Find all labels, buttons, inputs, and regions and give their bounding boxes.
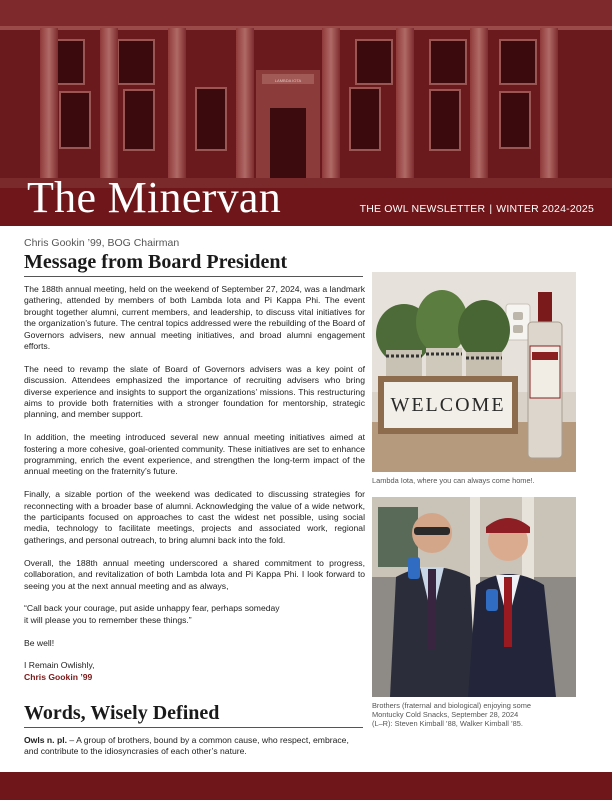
article-paragraph: The need to revamp the slate of Board of Governors advisers was a key point of discussion. Attendees emphasized the importance of recruiting advisers who bring diverse experience and insights to support the organizations’ missions. This restructuring aims to provide both fraternities with a stronger foundation for mentorship, strategic planning, and member support. — [24, 363, 365, 420]
newsletter-name: THE OWL NEWSLETTER — [359, 203, 486, 215]
issue-separator: | — [489, 203, 493, 215]
signoff-line: I Remain Owlishly, — [24, 660, 95, 671]
article-paragraph: Overall, the 188th annual meeting underscored a shared commitment to progress, collaboration, and revitalization of both Lambda Iota and Pi Kappa Phi. I look forward to seeing you at the next annual meeting and as always, — [24, 557, 365, 591]
brothers-photo — [372, 497, 576, 697]
article-paragraph: Finally, a sizable portion of the weekend was dedicated to discussing strategies for reconnecting with a broader base of alumni. Acknowledging the value of a wide network, the participants focused on approaches to cast the widest net possible, using social media, technology to facilitate meetings, projects and associated work, regional gatherings, and personal outreach, to bring alumni back into the fold. — [24, 489, 365, 545]
caption-2-line-2: Montucky Cold Snacks, September 28, 2024 — [372, 710, 519, 719]
header-banner — [0, 0, 612, 226]
article-body — [24, 284, 365, 683]
quote-line-2: it will please you to remember these things.” — [24, 614, 192, 625]
article-byline: Chris Gookin ’99, BOG Chairman — [24, 237, 180, 249]
issue-date: WINTER 2024-2025 — [496, 203, 594, 215]
building-sign: LAMBDA IOTA — [274, 78, 302, 83]
signoff-name: Chris Gookin ’99 — [24, 671, 93, 682]
article-title: Message from Board President — [24, 251, 363, 277]
words-section-title: Words, Wisely Defined — [24, 702, 363, 728]
caption-2-line-1: Brothers (fraternal and biological) enjoying some — [372, 701, 531, 710]
article-paragraph: In addition, the meeting introduced several new annual meeting initiatives aimed at fostering a more cohesive, goal-oriented community. These initiatives are set to enhance programming, enrich the event experience, and strengthen the long-term impact of the annual meeting on the fraternity’s future. — [24, 432, 365, 477]
quote-line-1: “Call back your courage, put aside unhappy fear, perhaps someday — [24, 603, 280, 614]
photo-caption-2 — [372, 701, 582, 728]
welcome-sign-photo — [372, 272, 576, 472]
definition-term: Owls n. pl. — [24, 735, 67, 745]
footer-bar — [0, 772, 612, 800]
photo-caption-1: Lambda Iota, where you can always come home!. — [372, 476, 535, 485]
masthead-title: The Minervan — [27, 173, 282, 222]
issue-info — [360, 203, 594, 215]
closing-line: Be well! — [24, 637, 55, 648]
caption-2-line-3: (L–R): Steven Kimball ’88, Walker Kimball ’85. — [372, 719, 523, 728]
definition-text — [24, 735, 365, 758]
definition-body: – A group of brothers, bound by a common cause, who respect, embrace, and contribute to the idiosyncrasies of each other’s nature. — [24, 735, 349, 757]
welcome-sign-text: WELCOME — [390, 394, 506, 416]
article-paragraph: The 188th annual meeting, held on the weekend of September 27, 2024, was a landmark gathering, attended by members of both Lambda Iota and Pi Kappa Phi. The event brought together alumni, current members, and leadership, to discuss vital initiatives for the organization’s future. The central topics addressed were the rebuilding of the Board of Governors advisers, new annual meeting initiatives, and broad alumni engagement efforts. — [24, 284, 365, 352]
